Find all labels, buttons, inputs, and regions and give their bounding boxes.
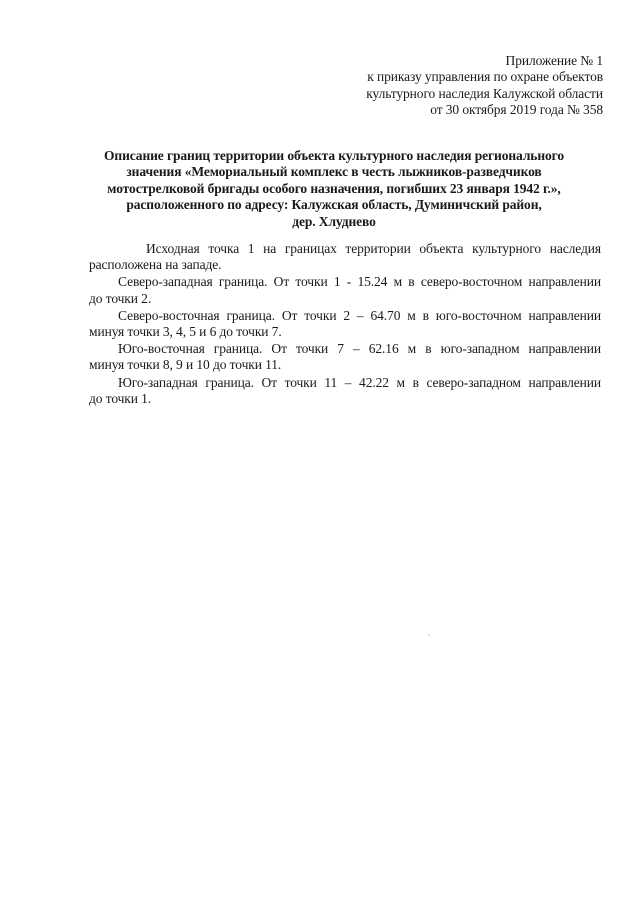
paragraph-line: Исходная точка 1 на границах территории объекта культурного наследия xyxy=(146,241,601,256)
boundary-description xyxy=(89,241,601,408)
paragraph-line: Северо-западная граница. От точки 1 - 15.24 м в северо-восточном направлении xyxy=(118,274,601,290)
appendix-authority: культурного наследия Калужской области xyxy=(366,85,603,101)
title-line: значения «Мемориальный комплекс в честь лыжников-разведчиков xyxy=(126,164,542,180)
paragraph-line: минуя точки 8, 9 и 10 до точки 11. xyxy=(89,357,282,373)
paragraph-line: расположена на западе. xyxy=(89,257,222,273)
title-line: Описание границ территории объекта культурного наследия регионального xyxy=(103,148,565,163)
appendix-header xyxy=(283,53,603,119)
paragraph-line: Юго-восточная граница. От точки 7 – 62.16 м в юго-западном направлении xyxy=(118,341,601,357)
title-line: дер. Хлуднево xyxy=(292,213,376,229)
paragraph-line: до точки 1. xyxy=(89,390,152,406)
title-line: мотострелковой бригады особого назначения, погибших 23 января 1942 г.», xyxy=(107,180,561,196)
paragraph-southeast-boundary xyxy=(89,341,601,373)
document-title xyxy=(84,148,584,230)
paragraph-line: Юго-западная граница. От точки 11 – 42.22 м в северо-западном направлении xyxy=(118,374,601,390)
appendix-number: Приложение № 1 xyxy=(505,53,603,68)
paragraph-northeast-boundary xyxy=(89,308,601,340)
paragraph-line: до точки 2. xyxy=(89,290,152,306)
paragraph-southwest-boundary xyxy=(89,375,601,407)
paragraph-line: минуя точки 3, 4, 5 и 6 до точки 7. xyxy=(89,324,282,340)
title-line: расположенного по адресу: Калужская область, Думиничский район, xyxy=(126,197,542,213)
appendix-date: от 30 октября 2019 года № 358 xyxy=(430,102,603,118)
paragraph-northwest-boundary xyxy=(89,274,601,306)
scan-speck xyxy=(428,634,430,636)
paragraph-starting-point xyxy=(89,241,601,273)
paragraph-line: Северо-восточная граница. От точки 2 – 64.70 м в юго-восточном направлении xyxy=(118,307,601,323)
appendix-order-reference: к приказу управления по охране объектов xyxy=(367,69,603,85)
